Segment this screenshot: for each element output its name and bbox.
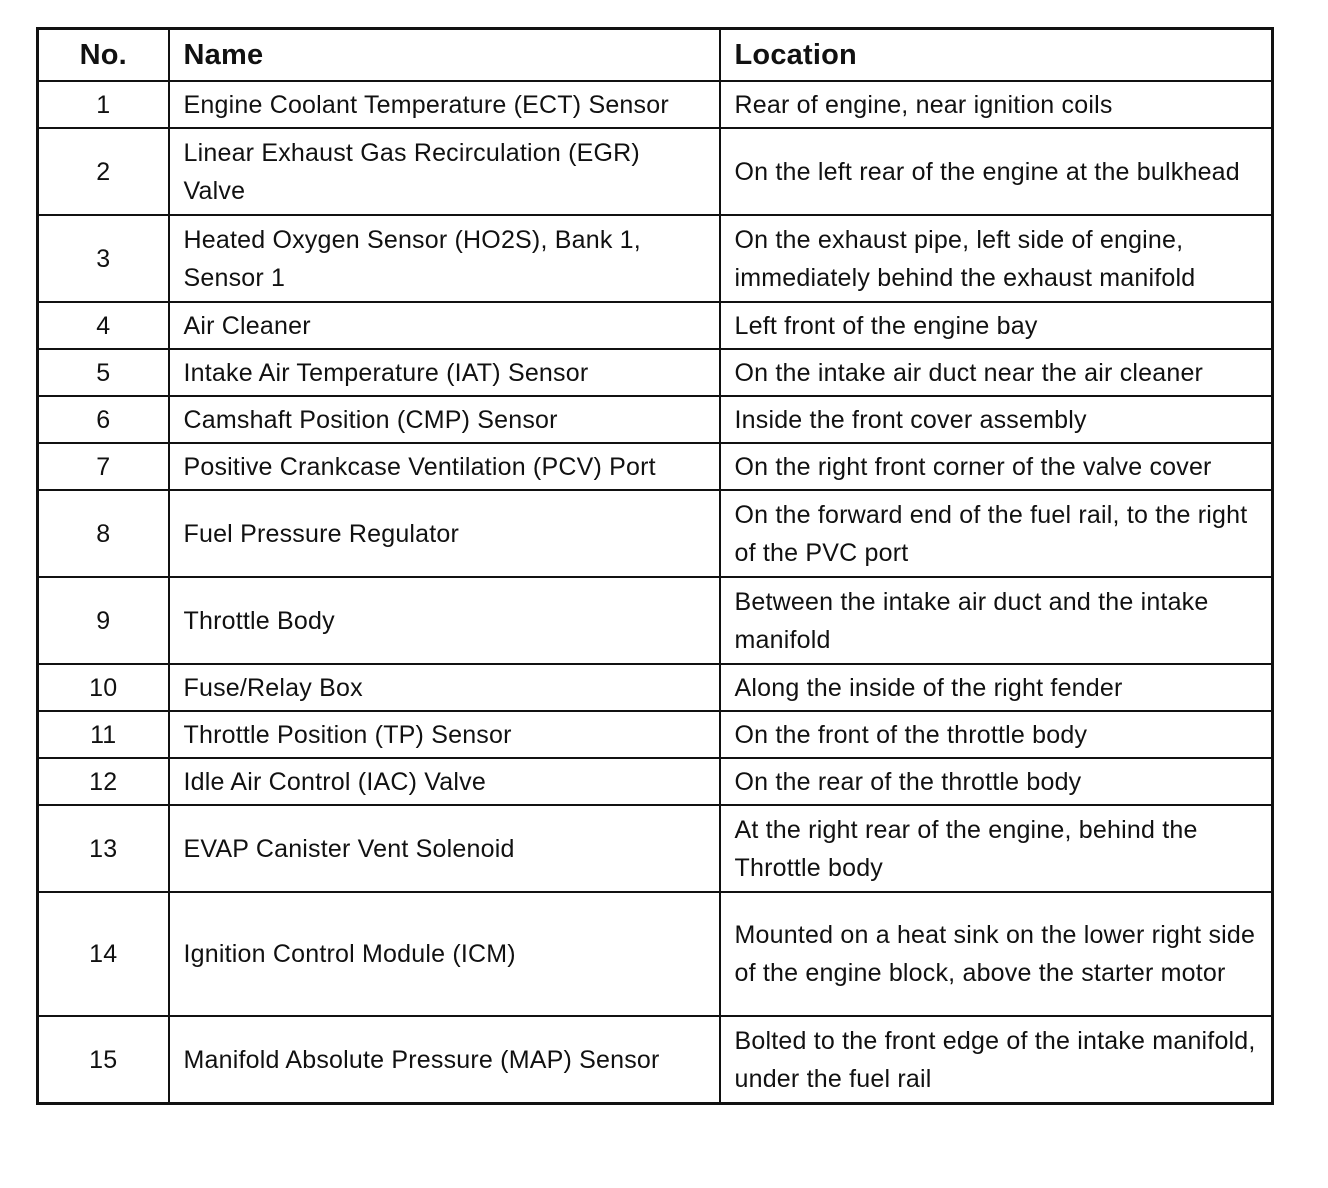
table-row	[38, 664, 1273, 711]
row-location: Between the intake air duct and the intake manifold	[720, 577, 1273, 664]
row-name: Throttle Body	[169, 577, 720, 664]
row-location: Left front of the engine bay	[720, 302, 1273, 349]
row-location: Rear of engine, near ignition coils	[720, 81, 1273, 128]
table-row	[38, 758, 1273, 805]
table-row	[38, 490, 1273, 577]
row-location: On the exhaust pipe, left side of engine, immediately behind the exhaust manifold	[720, 215, 1273, 302]
row-name: Positive Crankcase Ventilation (PCV) Port	[169, 443, 720, 490]
row-no: 6	[38, 396, 169, 443]
row-name: Fuel Pressure Regulator	[169, 490, 720, 577]
row-no: 7	[38, 443, 169, 490]
row-no: 12	[38, 758, 169, 805]
table-row	[38, 349, 1273, 396]
table-row	[38, 711, 1273, 758]
table-row	[38, 1016, 1273, 1104]
row-no: 2	[38, 128, 169, 215]
row-no: 13	[38, 805, 169, 892]
header-no: No.	[38, 29, 169, 82]
row-name: Air Cleaner	[169, 302, 720, 349]
header-name: Name	[169, 29, 720, 82]
table-row	[38, 577, 1273, 664]
row-name: Ignition Control Module (ICM)	[169, 892, 720, 1016]
row-location: On the left rear of the engine at the bulkhead	[720, 128, 1273, 215]
row-location: On the rear of the throttle body	[720, 758, 1273, 805]
row-location: On the front of the throttle body	[720, 711, 1273, 758]
table-row	[38, 396, 1273, 443]
row-location: On the right front corner of the valve cover	[720, 443, 1273, 490]
row-location: Inside the front cover assembly	[720, 396, 1273, 443]
component-location-table-container	[36, 27, 1271, 1105]
row-no: 11	[38, 711, 169, 758]
table-row	[38, 81, 1273, 128]
row-location: Mounted on a heat sink on the lower right side of the engine block, above the starter motor	[720, 892, 1273, 1016]
row-name: Intake Air Temperature (IAT) Sensor	[169, 349, 720, 396]
row-no: 9	[38, 577, 169, 664]
row-no: 15	[38, 1016, 169, 1104]
row-name: Camshaft Position (CMP) Sensor	[169, 396, 720, 443]
row-name: Idle Air Control (IAC) Valve	[169, 758, 720, 805]
header-location: Location	[720, 29, 1273, 82]
row-name: Heated Oxygen Sensor (HO2S), Bank 1, Sensor 1	[169, 215, 720, 302]
header-row	[38, 29, 1273, 82]
row-name: EVAP Canister Vent Solenoid	[169, 805, 720, 892]
row-no: 3	[38, 215, 169, 302]
row-name: Manifold Absolute Pressure (MAP) Sensor	[169, 1016, 720, 1104]
row-no: 4	[38, 302, 169, 349]
row-name: Linear Exhaust Gas Recirculation (EGR) Valve	[169, 128, 720, 215]
row-location: Along the inside of the right fender	[720, 664, 1273, 711]
table-row	[38, 215, 1273, 302]
row-no: 8	[38, 490, 169, 577]
row-no: 1	[38, 81, 169, 128]
table-row	[38, 443, 1273, 490]
table-row	[38, 302, 1273, 349]
component-location-table	[36, 27, 1274, 1105]
row-location: On the forward end of the fuel rail, to the right of the PVC port	[720, 490, 1273, 577]
table-row	[38, 805, 1273, 892]
row-location: At the right rear of the engine, behind the Throttle body	[720, 805, 1273, 892]
row-no: 10	[38, 664, 169, 711]
row-no: 14	[38, 892, 169, 1016]
row-no: 5	[38, 349, 169, 396]
row-location: On the intake air duct near the air cleaner	[720, 349, 1273, 396]
table-row	[38, 128, 1273, 215]
row-name: Engine Coolant Temperature (ECT) Sensor	[169, 81, 720, 128]
row-location: Bolted to the front edge of the intake manifold, under the fuel rail	[720, 1016, 1273, 1104]
row-name: Fuse/Relay Box	[169, 664, 720, 711]
table-row	[38, 892, 1273, 1016]
row-name: Throttle Position (TP) Sensor	[169, 711, 720, 758]
